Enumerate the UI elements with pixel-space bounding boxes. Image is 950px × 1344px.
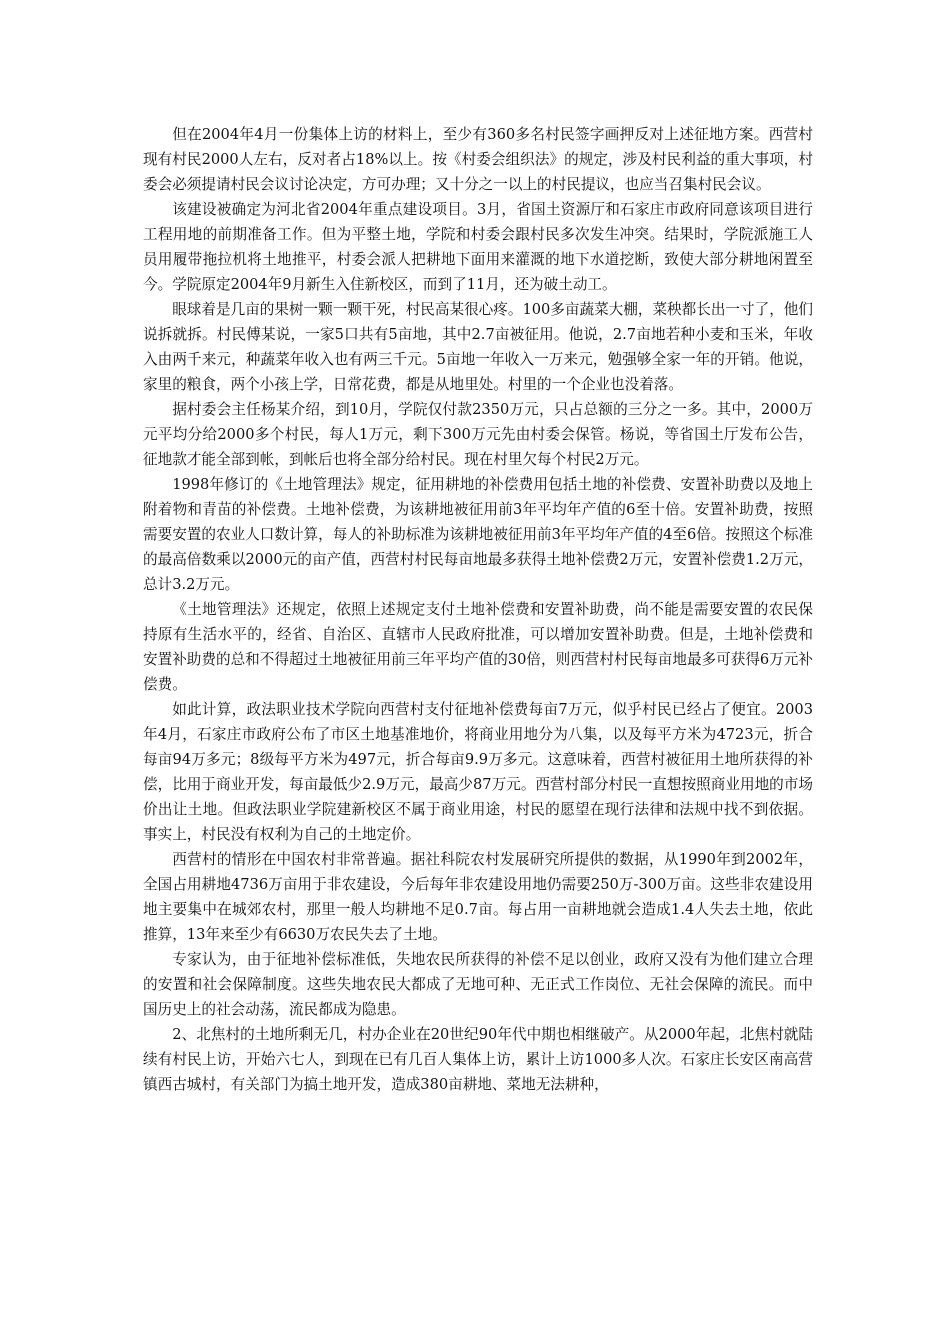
paragraph-7: 如此计算，政法职业技术学院向西营村支付征地补偿费每亩7万元，似乎村民已经占了便宜。2003年4月，石家庄市政府公布了市区土地基准地价，将商业用地分为八集，以及每平方米为4723元，折合每亩94万多元；8级每平方米为497元，折合每亩9.9万多元。这意味着，西营村被征用土地所获得的补偿，比用于商业开发，每亩最低少2.9万元，最高少87万元。西营村部分村民一直想按照商业用地的市场价出让土地。但政法职业学院建新校区不属于商业用途，村民的愿望在现行法律和法规中找不到依据。事实上，村民没有权利为自己的土地定价。 <box>143 701 813 843</box>
paragraph-10: 2、北焦村的土地所剩无几，村办企业在20世纪90年代中期也相继破产。从2000年起，北焦村就陆续有村民上访，开始六七人，到现在已有几百人集体上访，累计上访1000多人次。石家庄长安区南高营镇西古城村，有关部门为搞土地开发，造成380亩耕地、菜地无法耕种， <box>143 1026 813 1093</box>
paragraph-1: 但在2004年4月一份集体上访的材料上，至少有360多名村民签字画押反对上述征地方案。西营村现有村民2000人左右，反对者占18%以上。按《村委会组织法》的规定，涉及村民利益的重大事项，村委会必须提请村民会议讨论决定，方可办理；又十分之一以上的村民提议，也应当召集村民会议。 <box>143 126 813 193</box>
paragraph-9: 专家认为，由于征地补偿标准低，失地农民所获得的补偿不足以创业，政府又没有为他们建立合理的安置和社会保障制度。这些失地农民大都成了无地可种、无正式工作岗位、无社会保障的流民。而中国历史上的社会动荡，流民都成为隐患。 <box>143 951 813 1018</box>
article-body <box>143 122 813 1097</box>
paragraph-5: 1998年修订的《土地管理法》规定，征用耕地的补偿费用包括土地的补偿费、安置补助费以及地上附着物和青苗的补偿费。土地补偿费，为该耕地被征用前3年平均年产值的6至十倍。安置补助费，按照需要安置的农业人口数计算，每人的补助标准为该耕地被征用前3年平均年产值的4至6倍。按照这个标准的最高倍数乘以2000元的亩产值，西营村村民每亩地最多获得土地补偿费2万元，安置补偿费1.2万元，总计3.2万元。 <box>143 476 813 593</box>
paragraph-6: 《土地管理法》还规定，依照上述规定支付土地补偿费和安置补助费，尚不能是需要安置的农民保持原有生活水平的，经省、自治区、直辖市人民政府批准，可以增加安置补助费。但是，土地补偿费和安置补助费的总和不得超过土地被征用前三年平均产值的30倍，则西营村村民每亩地最多可获得6万元补偿费。 <box>143 601 813 693</box>
paragraph-3: 眼球着是几亩的果树一颗一颗干死，村民高某很心疼。100多亩蔬菜大棚，菜秧都长出一寸了，他们说拆就拆。村民傅某说，一家5口共有5亩地，其中2.7亩被征用。他说，2.7亩地若种小麦和玉米，年收入由两千来元，种蔬菜年收入也有两三千元。5亩地一年收入一万来元，勉强够全家一年的开销。他说，家里的粮食，两个小孩上学，日常花费，都是从地里处。村里的一个企业也没着落。 <box>143 301 813 393</box>
paragraph-2: 该建设被确定为河北省2004年重点建设项目。3月，省国土资源厅和石家庄市政府同意该项目进行工程用地的前期准备工作。但为平整土地，学院和村委会跟村民多次发生冲突。结果时，学院派施工人员用履带拖拉机将土地推平，村委会派人把耕地下面用来灌溉的地下水道挖断，致使大部分耕地闲置至今。学院原定2004年9月新生入住新校区，而到了11月，还为破土动工。 <box>143 201 813 293</box>
paragraph-4: 据村委会主任杨某介绍，到10月，学院仅付款2350万元，只占总额的三分之一多。其中，2000万元平均分给2000多个村民，每人1万元，剩下300万元先由村委会保管。杨说，等省国土厅发布公告，征地款才能全部到帐，到帐后也将全部分给村民。现在村里欠每个村民2万元。 <box>143 401 813 468</box>
paragraph-8: 西营村的情形在中国农村非常普遍。据社科院农村发展研究所提供的数据，从1990年到2002年，全国占用耕地4736万亩用于非农建设，今后每年非农建设用地仍需要250万-300万亩。这些非农建设用地主要集中在城郊农村，那里一般人均耕地不足0.7亩。每占用一亩耕地就会造成1.4人失去土地，依此推算，13年来至少有6630万农民失去了土地。 <box>143 851 813 943</box>
